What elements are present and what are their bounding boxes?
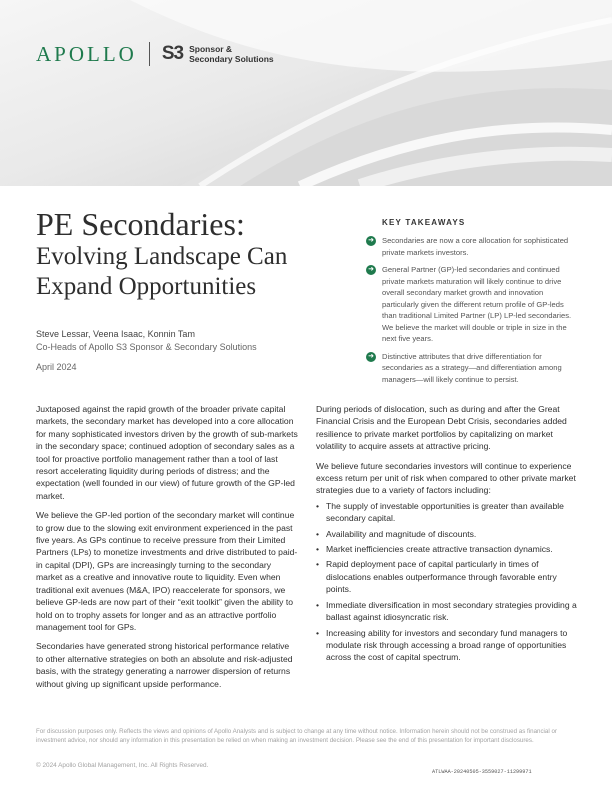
arrow-right-circle-icon: ➜ xyxy=(366,265,376,275)
list-item xyxy=(316,599,580,624)
abstract-wave-graphic xyxy=(0,0,612,186)
body-paragraph: We believe future secondaries investors will continue to experience excess return per unit of risk when compared to other private market strategies due to a variety of factors including: xyxy=(316,460,576,496)
list-item-text: Rapid deployment pace of capital particularly in times of dislocations enables outperformance through favorable entry points. xyxy=(326,559,557,595)
bullet-marker: • xyxy=(316,559,320,570)
key-takeaway-text: Secondaries are now a core allocation for sophisticated private markets investors. xyxy=(382,236,569,257)
copyright-text: © 2024 Apollo Global Management, Inc. All Rights Reserved. xyxy=(36,762,209,769)
s3-line-2: Secondary Solutions xyxy=(189,54,274,64)
arrow-right-circle-icon: ➜ xyxy=(366,352,376,362)
arrow-right-circle-icon: ➜ xyxy=(366,236,376,246)
factor-list xyxy=(316,500,580,664)
list-item xyxy=(316,558,580,595)
key-takeaways-heading: KEY TAKEAWAYS xyxy=(382,218,466,227)
list-item-text: Availability and magnitude of discounts. xyxy=(326,528,477,539)
list-item-text: Immediate diversification in most secondary strategies providing a ballast against idiosyncratic risk. xyxy=(326,599,577,623)
bullet-marker: • xyxy=(316,599,320,610)
author-names: Steve Lessar, Veena Isaac, Konnin Tam xyxy=(36,329,195,339)
list-item xyxy=(316,528,580,540)
header-logo[interactable] xyxy=(36,40,274,68)
bullet-marker: • xyxy=(316,528,320,539)
s3-logo-text xyxy=(189,44,274,64)
key-takeaways-box xyxy=(366,218,578,391)
page-title xyxy=(36,206,336,302)
document-code: ATLWAA-20240505-3559027-11299971 xyxy=(432,769,532,775)
title-line-2: Evolving Landscape Can xyxy=(36,243,288,270)
bullet-marker: • xyxy=(316,544,320,555)
author-roles: Co-Heads of Apollo S3 Sponsor & Secondary Solutions xyxy=(36,342,257,352)
list-item xyxy=(316,627,580,664)
authors-block xyxy=(36,328,257,354)
hero-banner xyxy=(0,0,612,186)
logo-divider xyxy=(149,42,150,66)
title-line-3: Expand Opportunities xyxy=(36,273,257,300)
key-takeaway-text: General Partner (GP)-led secondaries and continued private markets maturation will likely continue to drive overall secondary market growth and innovation particularly given the different return profile of GP-leds than traditional Limited Partner (LP) LP-led secondaries. We believe the market will double or triple in size in the next five years. xyxy=(382,265,572,343)
key-takeaway-item xyxy=(366,235,578,258)
bullet-marker: • xyxy=(316,500,320,511)
body-paragraph: We believe the GP-led portion of the secondary market will continue to grow due to the slowing exit environment experienced in the past five years. As GPs continue to receive pressure from their Limited Partners (LPs) to monetize investments and drive distributed to paid-in capital (DPI), GPs are increasingly turning to the secondary market as a creative and innovative route to liquidity. Even when traditional exit avenues (M&A, IPO) reaccelerate for sponsors, we believe GP-leds are now part of their “exit toolkit” given the ability to hold on to trophy assets for longer and as an attractive portfolio management tool for GPs. xyxy=(36,510,298,632)
body-paragraph: Secondaries have generated strong historical performance relative to other alternative strategies on both an absolute and risk-adjusted basis, with the strategy generating a narrower dispersion of returns without giving up significant upside performance. xyxy=(36,641,293,689)
body-column-left xyxy=(36,403,298,697)
list-item xyxy=(316,543,580,555)
body-paragraph: Juxtaposed against the rapid growth of the broader private capital markets, the secondary market has developed into a core allocation for many sophisticated investors driven by the growth of sub-markets in the secondary space; continued adoption of secondary sales as a tool for proactive portfolio management rather than a tool of last resort accelerating liquidity during periods of distress; and the expectation (well founded in our view) of future growth of the GP-led market. xyxy=(36,404,298,501)
body-paragraph: During periods of dislocation, such as during and after the Great Financial Crisis and the European Debt Crisis, secondaries added resilience to private market portfolios by capitalizing on market volatility to acquire assets at attractive pricing. xyxy=(316,404,567,452)
bullet-marker: • xyxy=(316,627,320,638)
publication-date: April 2024 xyxy=(36,362,77,372)
s3-logo-icon: S3 xyxy=(161,43,184,64)
list-item xyxy=(316,500,580,525)
list-item-text: Increasing ability for investors and secondary fund managers to modulate risk through accessing a broad range of opportunities across the cost of capital spectrum. xyxy=(326,627,568,663)
list-item-text: The supply of investable opportunities is greater than available secondary capital. xyxy=(326,500,564,524)
disclaimer-text: For discussion purposes only. Reflects the views and opinions of Apollo Analysts and is subject to change at any time without notice. Information herein should not be construed as financial or investment advice, nor should any information in this presentation be relied on when making an investment decision. Please see the end of this presentation for important disclosures. xyxy=(36,728,557,745)
list-item-text: Market inefficiencies create attractive transaction dynamics. xyxy=(326,544,553,555)
key-takeaway-text: Distinctive attributes that drive differentiation for secondaries as a strategy—and differentiation among managers—will likely continue to persist. xyxy=(382,351,562,384)
apollo-wordmark: APOLLO xyxy=(36,41,137,66)
key-takeaway-item xyxy=(366,264,578,345)
body-column-right xyxy=(316,403,580,667)
title-line-1: PE Secondaries: xyxy=(36,206,245,242)
s3-line-1: Sponsor & xyxy=(189,44,233,54)
key-takeaway-item xyxy=(366,351,578,386)
